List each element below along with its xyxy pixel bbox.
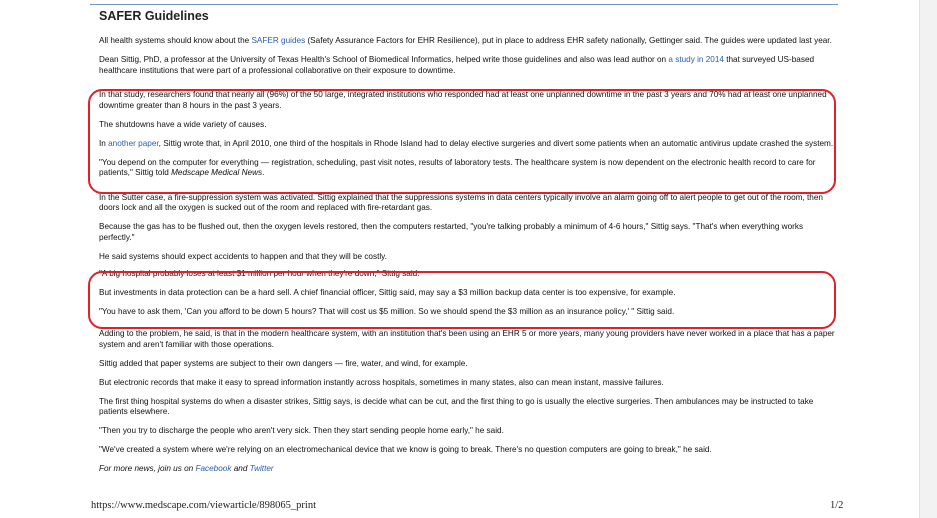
page-number: 1/2 [830,500,844,511]
paragraph: The first thing hospital systems do when a disaster strikes, Sittig says, is decide what can be cut, and the first thing to go is usually the elective surgeries. Then ambulances may be instructed to take patients elsewhere. [99,396,814,416]
paragraph: "You depend on the computer for everything — registration, scheduling, past visit notes, results of laboratory tests. The healthcare system is now dependent on the electronic health record to care for patients," Sittig told Medscape Medical News. [99,157,816,177]
study-2014-link[interactable]: a study in 2014 [668,55,724,64]
paragraph: But electronic records that make it easy to spread information instantly across hospitals, sometimes in many states, also can mean instant, massive failures. [99,377,664,387]
paragraph: Adding to the problem, he said, is that in the modern healthcare system, with an institution that's been using an EHR 5 or more years, many young providers have never worked in a place that has a paper system and aren't familiar with those operations. [99,329,835,349]
paragraph: For more news, join us on Facebook and Twitter [99,464,274,473]
paragraph: Sittig added that paper systems are subject to their own dangers — fire, water, and wind, for example. [99,358,468,368]
footer-url: https://www.medscape.com/viewarticle/898065_print [91,500,317,511]
another-paper-link[interactable]: another paper [108,138,159,148]
paragraph: "Then you try to discharge the people who aren't very sick. Then they start sending people home early," he said. [99,426,504,435]
highlight-box [88,271,836,329]
paragraph: Dean Sittig, PhD, a professor at the University of Texas Health's School of Biomedical Informatics, helped write those guidelines and also was lead author on a study in 2014 that surveyed US-based healthcare institutions that were part of a professional collaborative on their exposure to downtime. [99,55,815,75]
safer-guides-link[interactable]: SAFER guides [251,36,306,45]
paragraph: All health systems should know about the SAFER guides (Safety Assurance Factors for EHR Resilience), put in place to address EHR safety nationally, Gettinger said. The guides were updated last year. [99,36,832,45]
scrollbar[interactable] [919,0,937,518]
section-heading: SAFER Guidelines [99,9,209,23]
paragraph: In that study, researchers found that nearly all (96%) of the 50 large, integrated institutions who responded had at least one unplanned downtime in the past 3 years and 70% had at least one unplanned downtime greater than 8 hours in the past 3 years. [99,90,827,110]
top-rule [90,4,838,5]
paragraph: But investments in data protection can be a hard sell. A chief financial officer, Sittig said, may say a $3 million backup data center is too expensive, for example. [99,287,676,297]
paragraph: In another paper, Sittig wrote that, in April 2010, one third of the hospitals in Rhode Island had to delay elective surgeries and divert some patients when an automatic antivirus update crashed the system. [99,138,834,148]
highlight-box [88,89,836,194]
paragraph: The shutdowns have a wide variety of causes. [99,119,267,129]
paragraph: "We've created a system where we're relying on an electromechanical device that we know is going to break. There's no question computers are going to break," he said. [99,445,712,454]
facebook-link[interactable]: Facebook [195,464,232,473]
paragraph: In the Sutter case, a fire-suppression system was activated. Sittig explained that the suppressions systems in data centers typically involve an alarm going off to alert people to get out of the room, then doors lock and all the oxygen is sucked out of the room and replaced with fire-retardant gas. [99,192,823,212]
paragraph: "You have to ask them, 'Can you afford to be down 5 hours? That will cost us $5 million. So we should spend the $3 million as an insurance policy,' " Sittig said. [99,306,675,316]
paragraph: He said systems should expect accidents to happen and that they will be costly. [99,251,387,261]
twitter-link[interactable]: Twitter [249,464,274,473]
paragraph: Because the gas has to be flushed out, then the oxygen levels restored, then the computers restarted, "you're talking probably a minimum of 4-6 hours," Sittig says. "That's when everything works perfectly." [99,222,804,242]
paragraph: "A big hospital probably loses at least $1 million per hour when they're down," Sittig said. [99,268,420,278]
